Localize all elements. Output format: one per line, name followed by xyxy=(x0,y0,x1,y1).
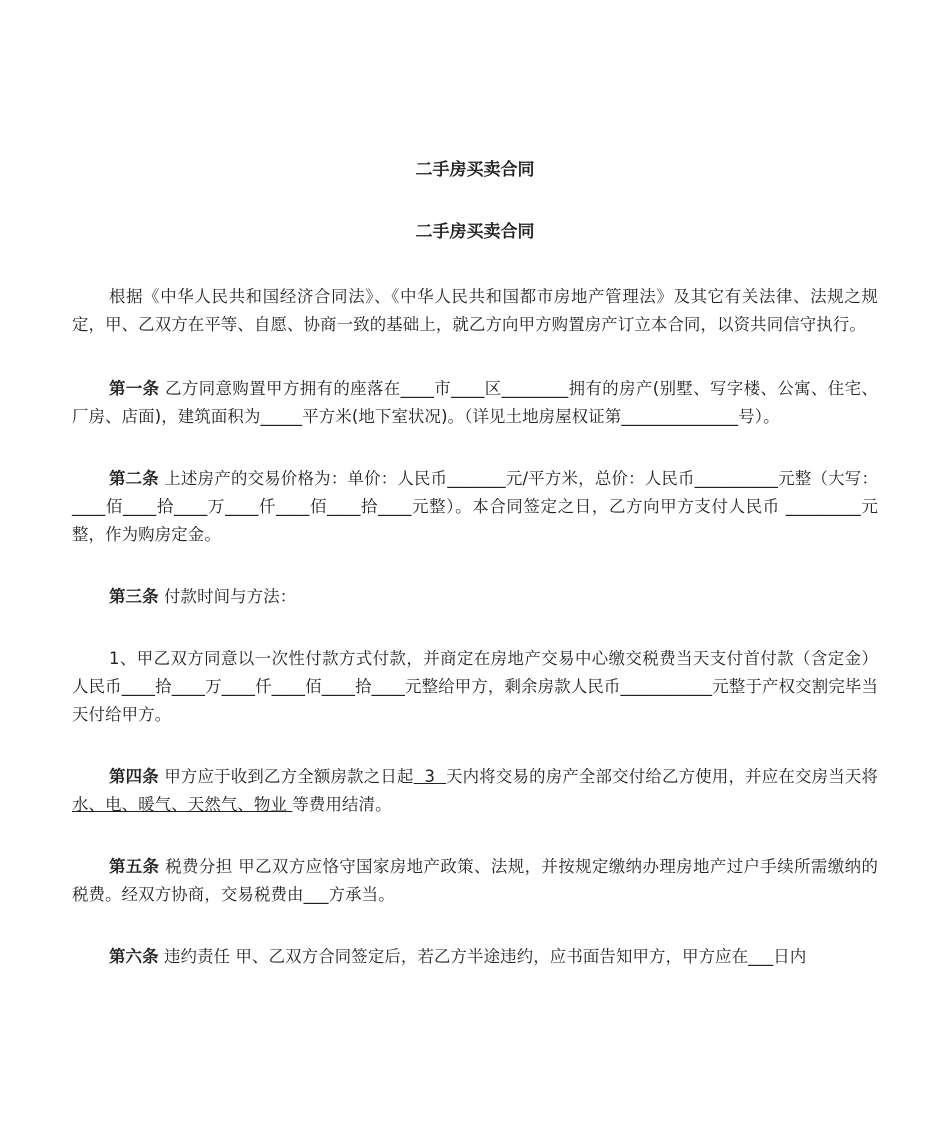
article-4 xyxy=(72,763,878,819)
article-text-middle: 天内将交易的房产全部交付给乙方使用，并应在交房当天将 xyxy=(445,767,879,786)
article-3 xyxy=(72,583,878,611)
article-number: 第二条 xyxy=(109,469,159,488)
article-number: 第一条 xyxy=(109,379,160,398)
article-number: 第四条 xyxy=(109,767,159,786)
preamble-paragraph: 根据《中华人民共和国经济合同法》、《中华人民共和国都市房地产管理法》及其它有关法律、法规之规定，甲、乙双方在平等、自愿、协商一致的基础上，就乙方向甲方购置房产订立本合同，以资共同信守执行。 xyxy=(72,287,878,334)
article-3-clause-1 xyxy=(72,645,878,729)
document-title: 二手房买卖合同 xyxy=(415,160,535,180)
article-text: 税费分担 甲乙双方应恪守国家房地产政策、法规，并按规定缴纳办理房地产过户手续所需缴纳的税费。经双方协商，交易税费由___方承当。 xyxy=(72,857,878,904)
article-6 xyxy=(72,943,878,971)
article-number: 第三条 xyxy=(109,587,159,606)
article-text-after: 等费用结清。 xyxy=(292,795,392,814)
article-number: 第五条 xyxy=(109,857,160,876)
article-1 xyxy=(72,375,878,431)
article-5 xyxy=(72,853,878,909)
article-text: 上述房产的交易价格为：单价：人民币_______元/平方米，总价：人民币__________元整（大写：____佰____拾____万____仟____佰____拾____元整）。本合同签定之日，乙方向甲方支付人民币 _________元整，作为购房定金。 xyxy=(72,469,878,544)
clause-text: 1、甲乙双方同意以一次性付款方式付款，并商定在房地产交易中心缴交税费当天支付首付款（含定金）人民币____拾____万____仟____佰____拾____元整给甲方，剩余房款人民币___________元整于产权交割完毕当天付给甲方。 xyxy=(72,649,878,724)
document-subtitle: 二手房买卖合同 xyxy=(415,222,535,242)
article-number: 第六条 xyxy=(109,947,159,966)
article-text: 乙方同意购置甲方拥有的座落在____市____区________拥有的房产(别墅、写字楼、公寓、住宅、厂房、店面)，建筑面积为_____平方米(地下室状况)。（详见土地房屋权证第______________号）。 xyxy=(72,379,878,426)
underlined-days: 3 xyxy=(413,767,446,786)
article-2 xyxy=(72,465,878,549)
article-text-before: 甲方应于收到乙方全额房款之日起 xyxy=(158,767,414,786)
underlined-utilities: 水、电、暖气、天然气、物业 xyxy=(72,795,293,814)
article-text: 付款时间与方法： xyxy=(158,587,297,606)
article-text: 违约责任 甲、乙双方合同签定后，若乙方半途违约，应书面告知甲方，甲方应在___日内 xyxy=(158,947,807,966)
